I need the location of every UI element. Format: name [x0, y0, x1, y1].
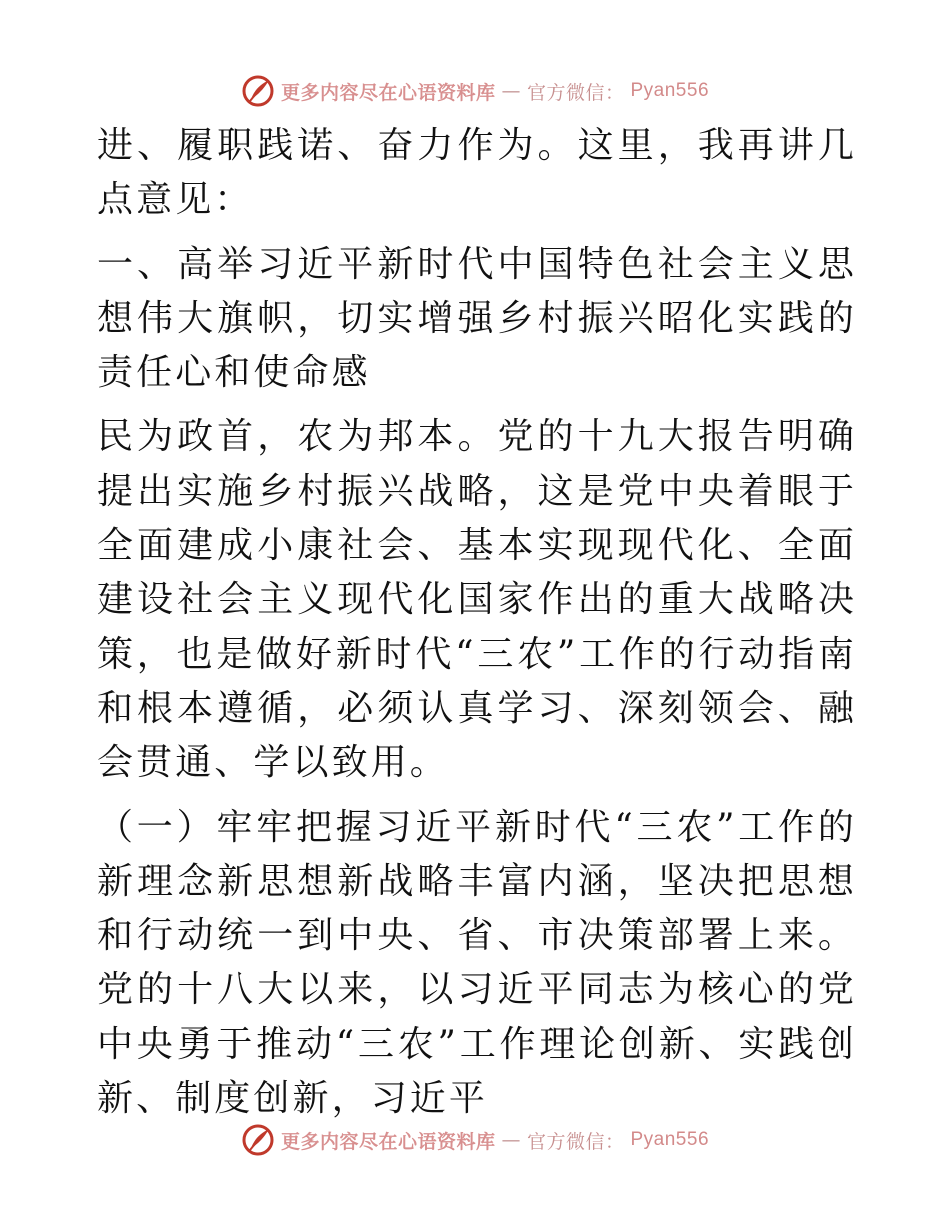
watermark-dash: —: [501, 80, 521, 102]
paragraph-1: 民为政首，农为邦本。党的十九大报告明确提出实施乡村振兴战略，这是党中央着眼于全面建成小康社会、基本实现现代化、全面建设社会主义现代化国家作出的重大战略决策，也是做好新时代“三农”工作的行动指南和根本遵循，必须认真学习、深刻领会、融会贯通、学以致用。: [97, 416, 857, 784]
watermark-dash: —: [501, 1129, 521, 1151]
watermark-wechat-label: 官方微信：: [526, 1130, 625, 1153]
quill-logo-icon: [241, 74, 275, 108]
section-heading-1: 一、高举习近平新时代中国特色社会主义思想伟大旗帜，切实增强乡村振兴昭化实践的责任心和使命感: [97, 243, 857, 394]
watermark-main-text: 更多内容尽在心语资料库: [280, 81, 496, 104]
watermark-wechat-id: Pyan556: [630, 1129, 710, 1150]
subsection-1: （一）牢牢把握习近平新时代“三农”工作的新理念新思想新战略丰富内涵，坚决把思想和行动统一到中央、省、市决策部署上来。党的十八大以来，以习近平同志为核心的党中央勇于推动“三农”工作理论创新、实践创新、制度创新，习近平: [97, 806, 857, 1120]
document-body: [97, 119, 857, 1126]
header-watermark: [0, 71, 950, 111]
watermark-main-text: 更多内容尽在心语资料库: [280, 1130, 496, 1153]
watermark-wechat-label: 官方微信：: [526, 81, 625, 104]
quill-logo-icon: [241, 1123, 275, 1157]
footer-watermark: [0, 1120, 950, 1160]
watermark-wechat-id: Pyan556: [630, 80, 710, 101]
paragraph-intro: 进、履职践诺、奋力作为。这里，我再讲几点意见：: [97, 125, 857, 221]
